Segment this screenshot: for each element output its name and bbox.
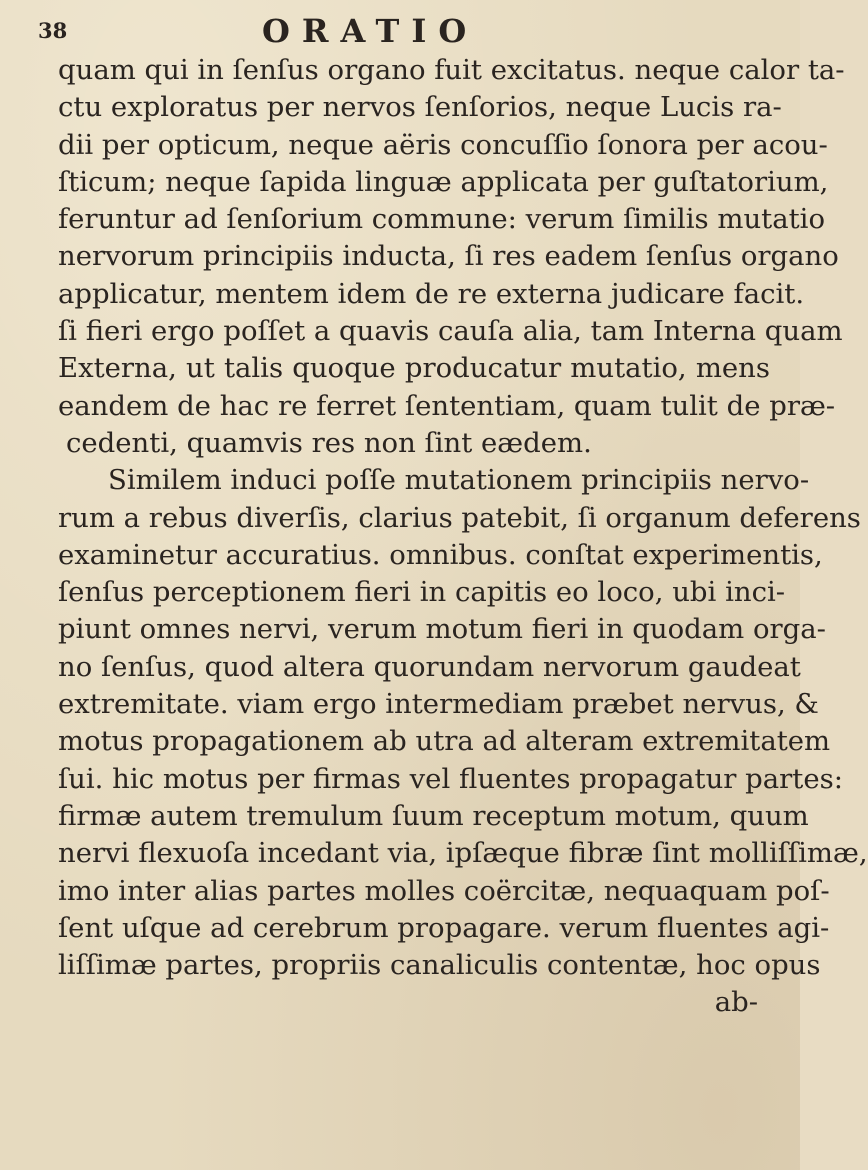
text-line: feruntur ad ſenſorium commune: verum ſimilis mutatio xyxy=(58,203,826,236)
text-line: no ſenſus, quod altera quorundam nervorum gaudeat xyxy=(58,650,801,683)
text-line: ſi fieri ergo poſſet a quavis cauſa alia, tam Interna quam xyxy=(58,315,843,348)
text-line: nervi flexuoſa incedant via, ipſæque fibræ ſint molliſſimæ, xyxy=(58,837,868,870)
text-line: examinetur accuratius. omnibus. conſtat experimentis, xyxy=(58,538,823,571)
text-line: ſui. hic motus per firmas vel fluentes propagatur partes: xyxy=(58,762,844,795)
paragraph-end-line: cedenti, quamvis res non ſint eædem. xyxy=(66,426,592,459)
text-line: ſticum; neque ſapida linguæ applicata per guſtatorium, xyxy=(58,165,829,198)
page-header xyxy=(0,6,800,50)
text-line: imo inter alias partes molles coërcitæ, nequaquam poſ- xyxy=(58,874,830,907)
text-line: dii per opticum, neque aëris concuſſio ſonora per acou- xyxy=(58,128,828,161)
text-line: rum a rebus diverſis, clarius patebit, ſi organum deferens xyxy=(58,501,861,534)
body-text xyxy=(58,52,868,1022)
text-line: Externa, ut talis quoque producatur mutatio, mens xyxy=(58,352,770,385)
text-line: firmæ autem tremulum ſuum receptum motum, quum xyxy=(58,799,809,832)
text-line: quam qui in ſenſus organo fuit excitatus. neque calor ta- xyxy=(58,54,845,86)
text-line: ſenſus perceptionem fieri in capitis eo loco, ubi inci- xyxy=(58,576,786,609)
text-line: liſſimæ partes, propriis canaliculis contentæ, hoc opus xyxy=(58,949,821,982)
running-title: ORATIO xyxy=(262,12,479,50)
text-line: piunt omnes nervi, verum motum fieri in quodam orga- xyxy=(58,613,826,646)
text-line: motus propagationem ab utra ad alteram extremitatem xyxy=(58,725,831,758)
page-number: 38 xyxy=(38,18,68,43)
text-line: eandem de hac re ferret ſententiam, quam tulit de præ- xyxy=(58,389,836,422)
paragraph-start-line: Similem induci poſſe mutationem principiis nervo- xyxy=(108,464,810,497)
text-line: extremitate. viam ergo intermediam præbet nervus, & xyxy=(58,688,819,721)
text-line: ctu exploratus per nervos ſenſorios, neque Lucis ra- xyxy=(58,91,782,124)
catchword: ab- xyxy=(714,986,758,1019)
text-line: applicatur, mentem idem de re externa judicare facit. xyxy=(58,277,805,310)
text-line: ſent uſque ad cerebrum propagare. verum fluentes agi- xyxy=(58,911,830,944)
text-line: nervorum principiis inducta, ſi res eadem ſenſus organo xyxy=(58,240,839,273)
